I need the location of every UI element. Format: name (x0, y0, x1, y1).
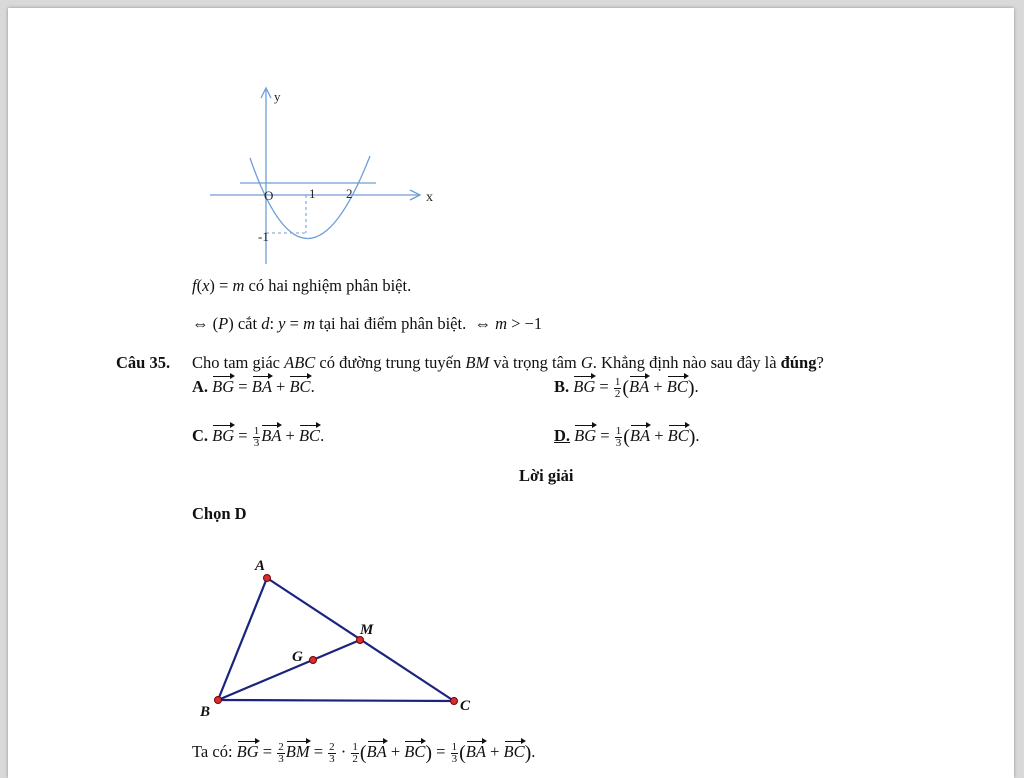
origin-label: O (264, 188, 274, 203)
question-text: Cho tam giác ABC có đường trung tuyến BM và trọng tâm G. Khẳng định nào sau đây là đúng? (192, 353, 824, 372)
x-axis-label: x (426, 190, 433, 205)
option-a: A. BG = BA + BC. (192, 374, 315, 397)
line1-text: có hai nghiệm phân biệt. (248, 276, 412, 295)
y-axis-label: y (274, 89, 281, 104)
option-b: B. BG = $\frac{1}{2}$ (BA + BC). (554, 375, 699, 400)
label-m: M (360, 622, 374, 638)
point-g (310, 657, 317, 664)
option-d: D. BG = $\frac{1}{3}$ (BA + BC). (554, 424, 700, 449)
parabola-graph (198, 70, 458, 270)
equation-line-2: ⇔ (P) cắt d: y = m tại hai điểm phân biệt. ⇔ m > −1 (192, 314, 543, 333)
label-b: B (200, 704, 211, 720)
solution-title: Lời giải (519, 466, 574, 485)
conclusion-line: Ta có: BG = $\frac{2}{3}$ BM = $\frac{2}{3}$ · $\frac{1}{2}$ (BA + BC) = $\frac{1}{3}$ (BA + BC). (192, 740, 536, 765)
option-c: C. BG = $\frac{1}{3}$ BA + BC. (192, 424, 325, 449)
label-c: C (460, 698, 471, 714)
label-a: A (255, 558, 266, 574)
line2-text-1: cắt (237, 314, 258, 333)
question-number: Câu 35. (116, 353, 171, 372)
tick-2-label: 2 (346, 186, 353, 201)
point-b (215, 697, 222, 704)
label-g: G (292, 649, 303, 665)
graph-background (198, 70, 442, 266)
equation-line-1: f(x) = m có hai nghiệm phân biệt. (192, 276, 412, 295)
line2-text-2: tại hai điểm phân biệt. (319, 314, 467, 333)
triangle-figure (192, 548, 512, 728)
solution-choice: Chọn D (192, 504, 247, 523)
point-a (264, 575, 271, 582)
point-c (451, 698, 458, 705)
side-bc (218, 700, 454, 701)
document-page (8, 8, 1014, 778)
y-min-label: -1 (258, 229, 269, 244)
tick-1-label: 1 (309, 186, 316, 201)
